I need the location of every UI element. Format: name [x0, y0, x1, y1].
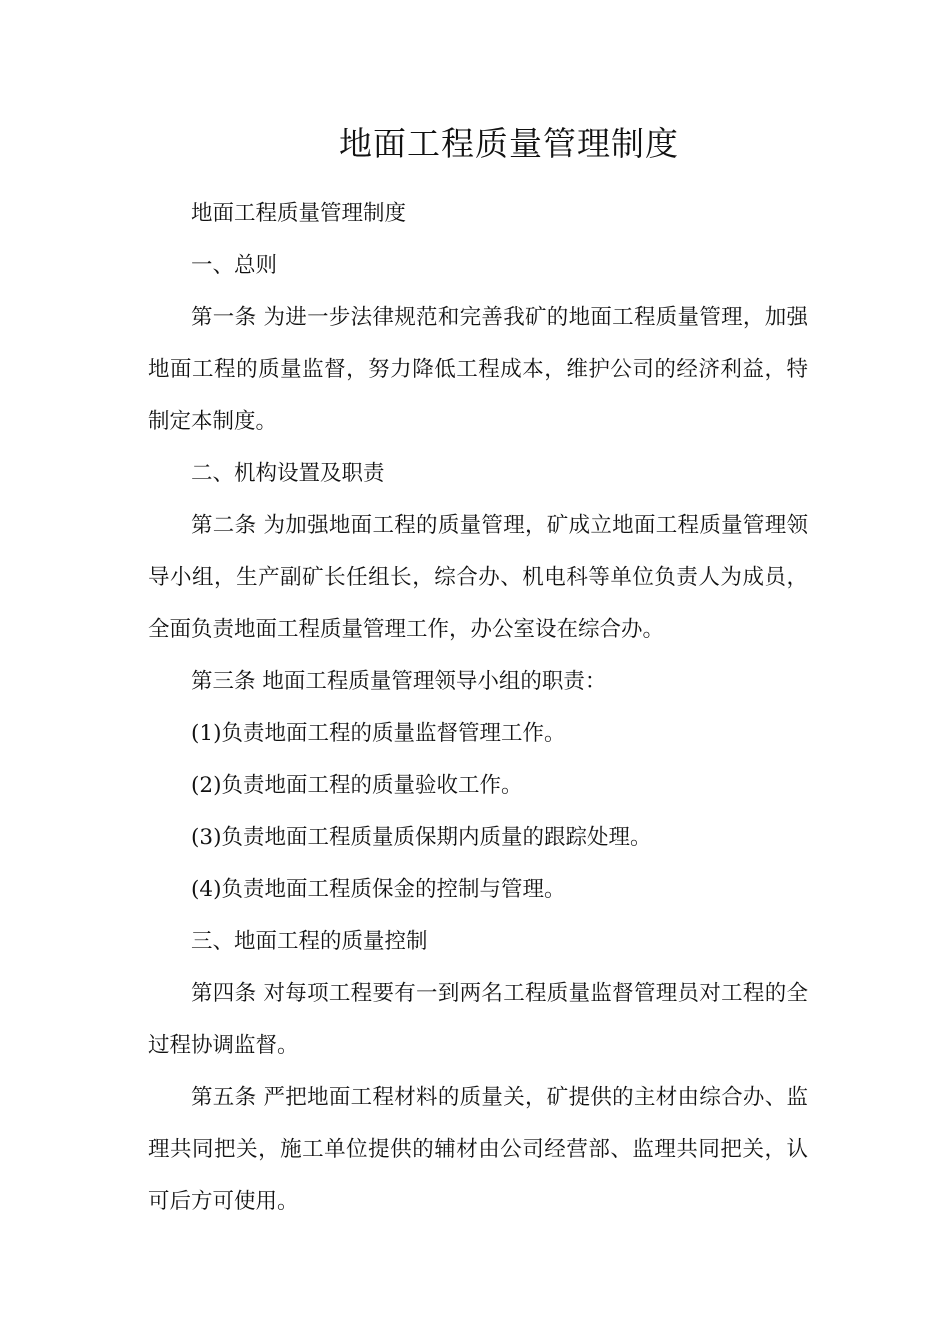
article-1: 第一条 为进一步法律规范和完善我矿的地面工程质量管理，加强地面工程的质量监督，努力降低工程成本，维护公司的经济利益，特制定本制度。	[148, 305, 808, 434]
document-title: 地面工程质量管理制度	[339, 124, 679, 163]
duty-item-4: (4)负责地面工程质保金的控制与管理。	[191, 877, 566, 902]
paragraph-subtitle: 地面工程质量管理制度	[191, 201, 407, 226]
document-body	[148, 188, 808, 1228]
article-4: 第四条 对每项工程要有一到两名工程质量监督管理员对工程的全过程协调监督。	[148, 981, 808, 1058]
duty-item-1: (1)负责地面工程的质量监督管理工作。	[191, 721, 566, 746]
duty-item-3: (3)负责地面工程质量质保期内质量的跟踪处理。	[191, 825, 652, 850]
article-5: 第五条 严把地面工程材料的质量关，矿提供的主材由综合办、监理共同把关，施工单位提供的辅材由公司经营部、监理共同把关，认可后方可使用。	[148, 1085, 808, 1214]
section-heading-organization: 二、机构设置及职责	[191, 461, 385, 486]
article-2: 第二条 为加强地面工程的质量管理，矿成立地面工程质量管理领导小组，生产副矿长任组长，综合办、机电科等单位负责人为成员，全面负责地面工程质量管理工作，办公室设在综合办。	[148, 513, 808, 642]
section-heading-general: 一、总则	[191, 253, 278, 278]
section-heading-quality-control: 三、地面工程的质量控制	[191, 929, 428, 954]
article-3: 第三条 地面工程质量管理领导小组的职责：	[191, 669, 607, 694]
duty-item-2: (2)负责地面工程的质量验收工作。	[191, 773, 523, 798]
